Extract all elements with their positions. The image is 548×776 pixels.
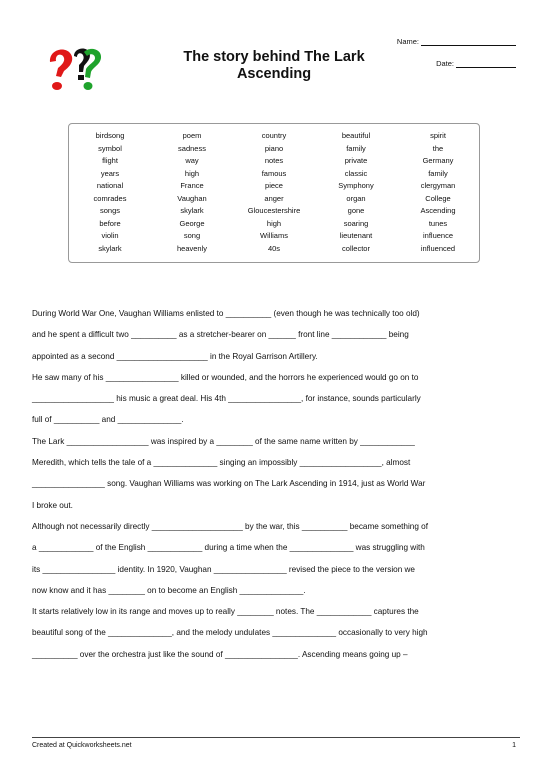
name-blank-line[interactable] xyxy=(421,37,516,46)
word-bank-item: comrades xyxy=(93,193,127,203)
word-bank-item: violin xyxy=(101,231,119,240)
passage-line: a ____________ of the English ____________ during a time when the ______________ was struggling with xyxy=(32,543,425,553)
page-number: 1 xyxy=(512,742,516,749)
word-bank-item: high xyxy=(266,218,282,228)
word-bank-item: before xyxy=(99,218,121,228)
question-marks-logo xyxy=(44,44,104,98)
black-question-dot-icon xyxy=(78,75,84,80)
word-bank-item: George xyxy=(179,218,205,228)
word-bank-item: birdsong xyxy=(95,131,125,140)
red-question-dot-icon xyxy=(52,82,62,90)
passage-line: He saw many of his ________________ killed or wounded, and the horrors he experienced would go on to xyxy=(32,372,419,382)
word-bank-item: song xyxy=(183,231,201,240)
word-bank-item: collector xyxy=(342,243,370,253)
word-bank-item: Germany xyxy=(422,156,454,165)
word-bank-row xyxy=(69,130,479,143)
word-bank-item: private xyxy=(344,156,368,165)
word-bank-item: sadness xyxy=(178,143,206,153)
passage-line: I broke out. xyxy=(32,500,73,510)
word-bank-item: 40s xyxy=(267,243,281,253)
word-bank-item: high xyxy=(184,168,200,178)
word-bank-item: influence xyxy=(422,231,454,240)
green-question-dot-icon xyxy=(84,82,93,90)
title-line-2: Ascending xyxy=(236,66,312,82)
footer-divider xyxy=(32,737,520,738)
word-bank-item: the xyxy=(432,143,444,153)
word-bank-grid xyxy=(69,130,479,255)
word-bank-item: heavenly xyxy=(176,243,208,253)
passage-line: now know and it has ________ on to become an English ______________. xyxy=(32,585,306,595)
passage-line: and he spent a difficult two __________ as a stretcher-bearer on ______ front line ____________ being xyxy=(32,330,409,340)
word-bank-item: famous xyxy=(261,168,287,178)
word-bank-row xyxy=(69,155,479,168)
green-question-mark-icon xyxy=(84,49,101,78)
word-bank-item: classic xyxy=(344,168,368,178)
date-label: Date: xyxy=(436,59,454,68)
word-bank-item: Symphony xyxy=(338,181,374,190)
date-blank-line[interactable] xyxy=(456,59,516,68)
red-question-mark-icon xyxy=(50,50,72,77)
passage-line: During World War One, Vaughan Williams enlisted to __________ (even though he was technically too old) xyxy=(32,309,420,318)
passage-line: appointed as a second ____________________ in the Royal Garrison Artillery. xyxy=(32,351,318,361)
word-bank-item: College xyxy=(425,193,451,203)
passage-line: ________________ song. Vaughan Williams was working on The Lark Ascending in 1914, just as World War xyxy=(32,479,426,489)
page-title xyxy=(150,49,398,83)
word-bank-item: piece xyxy=(265,181,283,190)
passage-line: __________ over the orchestra just like the sound of ________________. Ascending means going up – xyxy=(32,649,408,659)
passage-line: its ________________ identity. In 1920, Vaughan ________________ revised the piece to the version we xyxy=(32,564,415,574)
passage-line: It starts relatively low in its range and moves up to really ________ notes. The ____________ captures the xyxy=(32,607,419,617)
word-bank-item: skylark xyxy=(98,243,122,253)
word-bank-item: skylark xyxy=(180,206,204,215)
word-bank-item: beautiful xyxy=(341,131,371,140)
word-bank-item: piano xyxy=(264,143,284,153)
word-bank-row xyxy=(69,205,479,218)
word-bank-item: soaring xyxy=(343,218,369,228)
word-bank-item: poem xyxy=(182,131,202,140)
word-bank-item: family xyxy=(428,168,448,178)
footer-credit: Created at Quickworksheets.net xyxy=(32,742,132,749)
cloze-passage xyxy=(32,303,520,665)
word-bank-item: gone xyxy=(347,206,365,215)
word-bank-item: Gloucestershire xyxy=(247,206,301,215)
word-bank-row xyxy=(69,168,479,181)
name-field-row xyxy=(397,37,516,46)
passage-line: The Lark __________________ was inspired by a ________ of the same name written by ____________ xyxy=(32,436,415,446)
word-bank-row xyxy=(69,143,479,156)
word-bank-item: way xyxy=(185,156,199,165)
word-bank-item: family xyxy=(346,143,366,153)
word-bank-item: symbol xyxy=(98,143,122,153)
word-bank-item: songs xyxy=(99,206,120,215)
word-bank-item: influenced xyxy=(420,243,456,253)
word-bank-item: flight xyxy=(102,156,118,165)
word-bank xyxy=(68,123,480,263)
passage-line: Meredith, which tells the tale of a ______________ singing an impossibly __________________, almost xyxy=(32,458,411,468)
word-bank-item: France xyxy=(180,181,204,190)
passage-line: beautiful song of the ______________, and the melody undulates ______________ occasionally to very high xyxy=(32,628,428,638)
word-bank-item: spirit xyxy=(430,131,446,140)
word-bank-item: Williams xyxy=(260,231,288,240)
word-bank-item: Vaughan xyxy=(177,193,207,203)
passage-line: Although not necessarily directly ____________________ by the war, this __________ became something of xyxy=(32,521,429,531)
word-bank-row xyxy=(69,180,479,193)
word-bank-row xyxy=(69,230,479,243)
word-bank-item: tunes xyxy=(428,218,448,228)
name-label: Name: xyxy=(396,37,419,46)
passage-line: __________________ his music a great deal. His 4th ________________, for instance, sounds particularly xyxy=(32,394,421,404)
word-bank-row xyxy=(69,218,479,231)
date-field-row xyxy=(436,59,516,68)
word-bank-item: notes xyxy=(264,156,284,165)
word-bank-item: lieutenant xyxy=(339,231,373,240)
word-bank-item: organ xyxy=(346,193,366,203)
word-bank-row xyxy=(69,243,479,256)
passage-line: full of __________ and ______________. xyxy=(32,415,184,425)
word-bank-row xyxy=(69,193,479,206)
word-bank-item: clergyman xyxy=(420,181,456,190)
word-bank-item: anger xyxy=(264,193,284,203)
title-line-1: The story behind The Lark xyxy=(183,49,365,65)
word-bank-item: Ascending xyxy=(420,206,456,215)
word-bank-item: national xyxy=(96,181,124,190)
word-bank-item: country xyxy=(261,131,287,140)
word-bank-item: years xyxy=(100,168,120,178)
